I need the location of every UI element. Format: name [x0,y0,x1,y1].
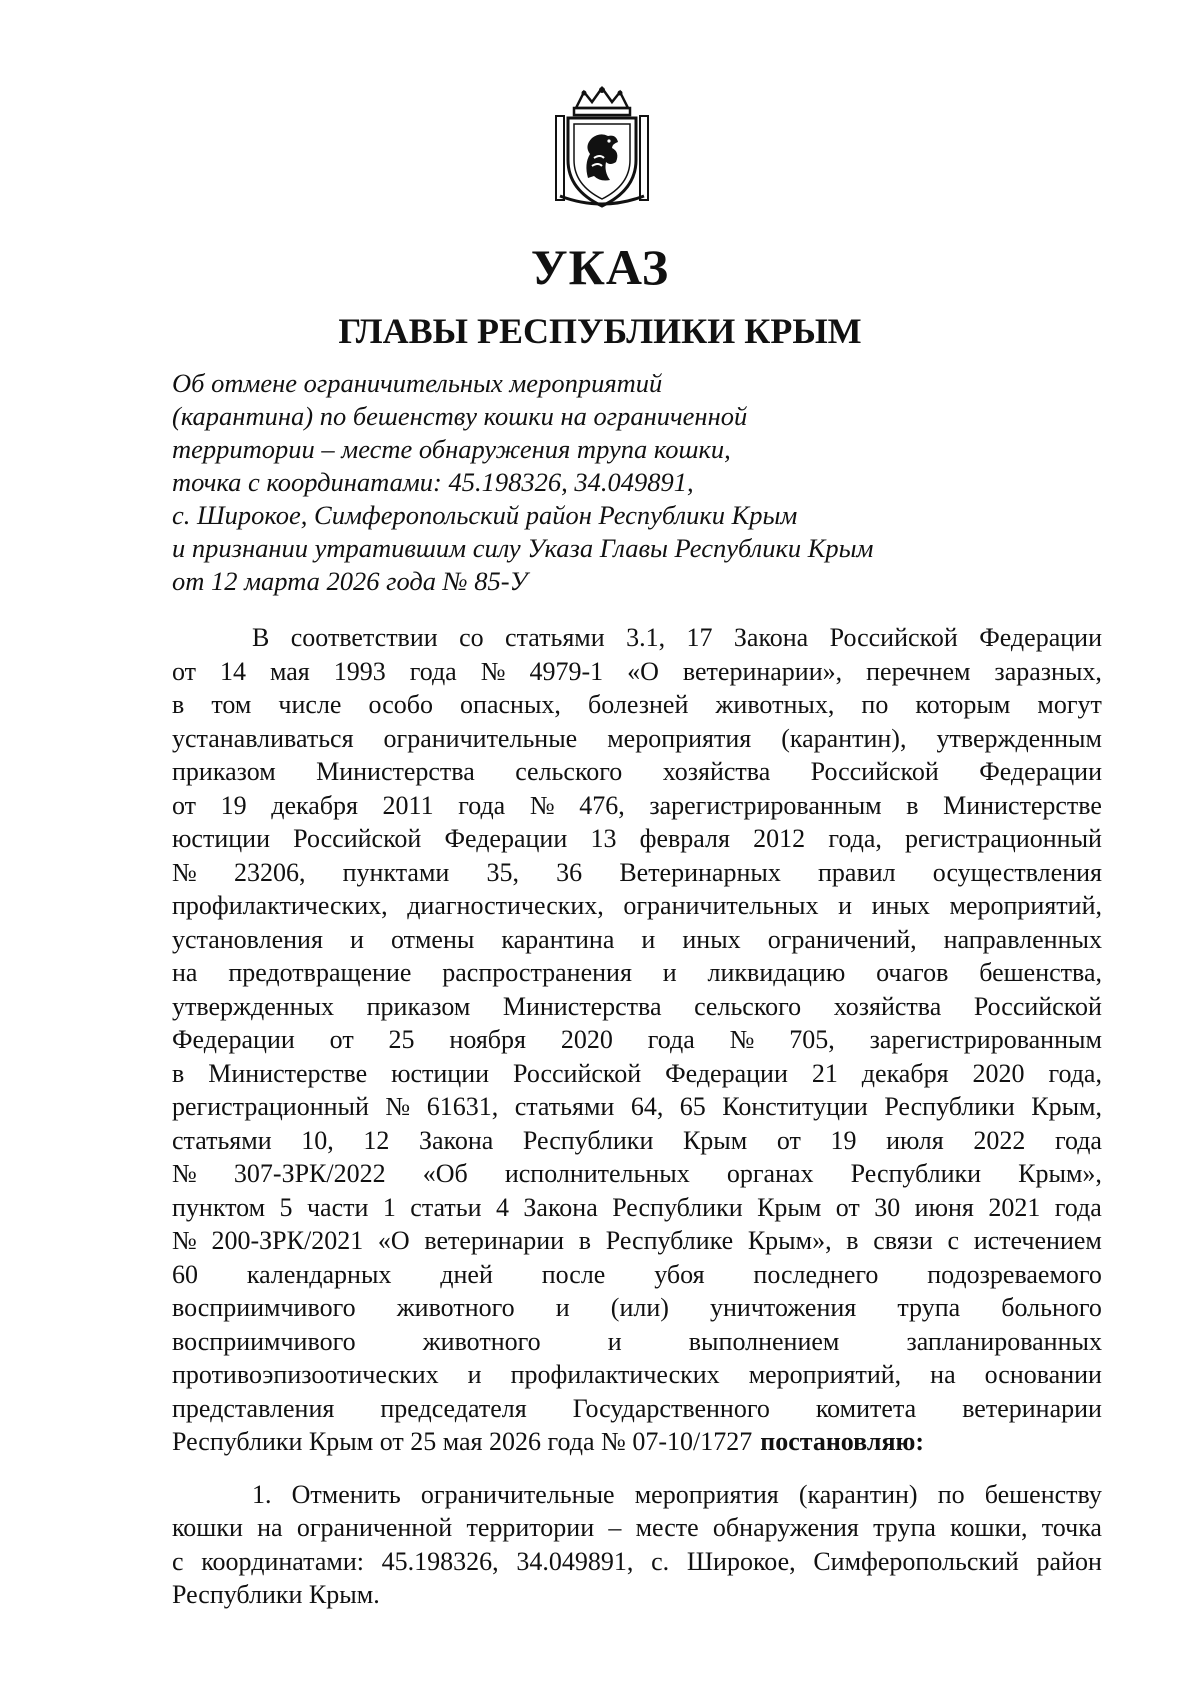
word: «О [377,1226,410,1255]
word: июля [886,1125,944,1155]
word: мероприятия [607,723,752,753]
word: в [846,1226,859,1255]
word: 1 [382,1192,396,1222]
word: 2021 [988,1192,1041,1222]
word: восприимчивого [172,1326,356,1356]
word: мероприятия [634,1479,779,1509]
document-heading [172,367,972,598]
word: пунктами [342,857,450,887]
text-line [172,1224,1102,1258]
word: на [172,958,198,987]
text-line [172,1258,1102,1292]
word: 5 [279,1192,293,1222]
word: бешенству [984,1479,1102,1509]
word: Федерации [444,824,568,853]
word: предотвращение [228,958,412,987]
word: № [529,790,555,820]
word: 10, [301,1125,334,1155]
word: животных, [715,690,835,719]
heading-line: точка с координатами: 45.198326, 34.049891, [172,467,694,497]
word: ноября [449,1025,526,1054]
word: установления [172,924,323,954]
preamble-last-line [172,1425,1102,1459]
word: хозяйства [833,991,942,1021]
word: 21 [811,1058,838,1088]
word: года, [828,824,882,853]
word: Российской [810,757,939,786]
word: обнаружения [712,1513,859,1542]
word: соответствии [290,623,438,652]
text-line [172,1157,1102,1191]
word: могут [1037,690,1102,719]
word: декабря [861,1058,949,1088]
word: от [835,1192,860,1222]
text-line [172,1124,1102,1158]
word: года [409,656,457,686]
coat-of-arms-emblem [554,86,650,210]
word: 25 [388,1025,415,1054]
word: – [608,1513,622,1542]
text-line [172,856,1102,890]
word: 45.198326, [381,1546,499,1576]
word: территории [466,1513,595,1542]
word: 23206, [233,857,306,887]
word: Министерства [316,757,475,786]
word: Российской [293,824,422,853]
text-line [172,1291,1102,1325]
text-line [172,956,1102,990]
word: Закона [523,1192,598,1222]
word: точка [1041,1513,1102,1542]
word: 35, [486,857,519,887]
word: ветеринарии [962,1393,1102,1423]
word: со [459,623,484,652]
word: пунктом [172,1192,266,1222]
word: Отменить [291,1479,401,1509]
word: Ветеринарных [619,857,781,887]
text-line [172,621,1102,655]
word: года [1054,1125,1102,1155]
word: Симферопольский [813,1546,1019,1576]
word: основании [984,1360,1102,1389]
word: ликвидацию [707,958,846,987]
word: и [555,1293,570,1322]
word: Федерации [665,1058,788,1088]
word: Крым [757,1192,822,1222]
word: Министерстве [208,1058,368,1088]
word: 13 [590,824,617,853]
word: утвержденных [172,991,335,1021]
word: 2011 [382,790,434,820]
word: от [776,1125,801,1155]
word: статьями [514,1092,615,1121]
heading-line: (карантина) по бешенству кошки на ограниченной [172,401,748,431]
heading-line: от 12 марта 2026 года № 85-У [172,566,528,596]
word: восприимчивого [172,1293,356,1322]
word: приказом [172,757,276,786]
text-line [172,990,1102,1024]
word: Республике [605,1226,734,1255]
word: Крым, [1031,1092,1102,1121]
word: 4979-1 [529,656,604,686]
word: животного [422,1326,541,1356]
word: года, [1048,1058,1102,1088]
document-subtitle: ГЛАВЫ РЕСПУБЛИКИ КРЫМ [338,311,862,351]
word: № [172,1159,197,1188]
word: особо [368,690,433,719]
word: регистрационный [905,824,1102,853]
word: 1. [252,1479,272,1509]
word: в [172,690,185,719]
word: 65 [679,1092,706,1121]
word: и [662,958,677,987]
word: от [172,656,197,686]
word: профилактических [510,1360,720,1389]
word: 476, [579,790,625,820]
word: больного [1001,1293,1102,1322]
word: Федерации [172,1025,295,1054]
word: ветеринарии», [682,656,843,686]
word: после [541,1259,606,1289]
word: 2020 [972,1058,1025,1088]
word: в [172,1058,185,1088]
word: Министерства [502,991,662,1021]
word: июня [914,1192,974,1222]
word: февраля [639,824,730,853]
word: осуществления [932,857,1102,887]
text-line [172,789,1102,823]
word: выполнением [688,1326,840,1356]
word: 12 [363,1125,390,1155]
word: Крым [682,1125,748,1155]
word: дней [440,1259,493,1289]
word: зарегистрированным [869,1025,1102,1054]
word: кошки [172,1513,243,1542]
word: юстиции [391,1058,490,1088]
word: № [729,1025,755,1054]
word: 14 [220,656,246,686]
word: мероприятий, [949,891,1102,920]
text-line [172,1545,1102,1579]
heading-line: и признании утратившим силу Указа Главы Республики Крым [172,533,874,563]
word: в [578,1226,592,1255]
word: направленных [943,924,1102,954]
word: кошки, [950,1513,1028,1542]
word: мероприятий, [748,1360,902,1389]
item-1-paragraph [172,1478,1102,1579]
word: заразных, [994,656,1102,686]
word: Республики [522,1125,654,1155]
word: болезней [588,690,689,719]
word: 2020 [560,1025,613,1054]
word: 3.1, [626,623,666,652]
heading-line: с. Широкое, Симферопольский район Республики Крым [172,500,798,530]
word: трупа [873,1513,936,1542]
word: запланированных [906,1326,1102,1356]
word: отмены [390,924,475,954]
word: Российской [513,1058,642,1088]
word: координатами: [201,1546,364,1576]
word: с. [651,1546,670,1576]
word: убоя [654,1259,705,1289]
word: года [458,790,506,820]
word: и [838,891,853,920]
word: карантина [501,924,615,954]
word: ветеринарии [424,1226,565,1255]
heading-line: Об отмене ограничительных мероприятий [172,368,663,398]
word: части [306,1192,369,1222]
word: года [647,1025,695,1054]
word: (карантин) [798,1479,918,1509]
word: распространения [442,958,632,987]
text-line [172,889,1102,923]
word: очагов [876,958,949,987]
word: 30 [874,1192,901,1222]
word: 60 [172,1259,198,1289]
word: исполнительных [504,1159,690,1188]
word: 2012 [753,824,806,853]
word: Государственного [572,1393,770,1423]
word: Конституции [722,1092,868,1121]
word: сельского [515,757,623,786]
word: юстиции [172,824,270,853]
word: и [467,1360,482,1389]
word: месте [635,1513,699,1542]
word: 61631, [426,1092,499,1121]
text-line [172,755,1102,789]
word: перечнем [866,656,971,686]
word: хозяйства [662,757,771,786]
word: 1993 [333,656,386,686]
preamble-paragraph [172,621,1102,1425]
word: в [906,790,919,820]
word: связи [873,1226,933,1255]
word: иных [682,924,741,954]
word: 4 [495,1192,509,1222]
word: и [349,924,364,954]
word: (или) [610,1293,669,1322]
word: подозреваемого [927,1259,1102,1289]
word: числе [278,690,342,719]
text-line [172,722,1102,756]
document-body [172,621,1102,1612]
word: 64, [630,1092,664,1121]
word: ограничительные [383,723,578,753]
decree-word: постановляю: [760,1427,925,1456]
word: зарегистрированным [649,790,882,820]
word: 17 [686,623,713,652]
text-line [172,822,1102,856]
word: опасных, [460,690,561,719]
word: с [947,1226,960,1255]
word: статьями [172,1125,272,1155]
word: 307-ЗРК/2022 [233,1159,386,1188]
word: приказом [366,991,471,1021]
word: комитета [815,1393,917,1423]
word: 2022 [973,1125,1026,1155]
word: Республики [850,1159,982,1188]
word: и [607,1326,622,1356]
word: правил [818,857,896,887]
word: Министерстве [943,790,1102,820]
word: года [1054,1192,1102,1222]
word: ограниченной [296,1513,453,1542]
word: ограничений, [767,924,917,954]
text-line [172,1511,1102,1545]
text-line [172,1478,1102,1512]
word: 705, [789,1025,835,1054]
word: животного [396,1293,515,1322]
word: 19 [830,1125,857,1155]
word: 36 [556,857,583,887]
word: В [252,623,270,652]
word: диагностических, [407,891,604,920]
word: бешенства, [979,958,1102,987]
word: ограничительных [623,891,819,920]
item-1-last-line [172,1578,1102,1612]
preamble-last-text: Республики Крым от 25 мая 2026 года № 07-10/1727 [172,1427,753,1456]
text-line [172,688,1102,722]
word: Федерации [979,623,1102,652]
word: устанавливаться [172,723,354,753]
word: и [641,924,656,954]
word: мая [269,656,310,686]
word: Республики [884,1092,1015,1121]
word: истечением [973,1226,1102,1255]
text-line [172,1057,1102,1091]
document-title: УКАЗ [530,239,670,295]
word: «О [627,656,659,686]
item-1-last-text: Республики Крым. [172,1580,380,1609]
word: «Об [422,1159,468,1188]
word: ограничительные [420,1479,615,1509]
word: представления [172,1393,335,1423]
word: от [172,790,197,820]
word: район [1036,1546,1102,1576]
word: 19 [220,790,247,820]
word: на [257,1513,283,1542]
word: Закона [418,1125,494,1155]
word: том [211,690,252,719]
word: Крым», [1018,1159,1102,1188]
heading-line: территории – месте обнаружения трупа кошки, [172,434,731,464]
word: от [329,1025,354,1054]
word: Широкое, [686,1546,796,1576]
word: статьями [505,623,605,652]
word: профилактических, [172,891,388,920]
word: декабря [271,790,358,820]
word: иных [871,891,930,920]
word: председателя [380,1393,527,1423]
word: по [861,690,889,719]
text-line [172,655,1102,689]
text-line [172,1090,1102,1124]
text-line [172,1191,1102,1225]
word: статьи [410,1192,482,1222]
word: Российской [829,623,958,652]
word: утвержденным [936,723,1102,753]
word: 200-ЗРК/2021 [211,1226,364,1255]
word: регистрационный [172,1092,369,1121]
text-line [172,1392,1102,1426]
word: (карантин), [781,723,907,753]
word: органах [726,1159,814,1188]
word: Республики [612,1192,743,1222]
word: 34.049891, [516,1546,634,1576]
word: противоэпизоотических [172,1360,439,1389]
word: Закона [733,623,809,652]
word: сельского [694,991,802,1021]
word: уничтожения [710,1293,857,1322]
text-line [172,1023,1102,1057]
text-line [172,923,1102,957]
word: № [172,1226,197,1255]
word: № [172,857,197,887]
word: на [930,1360,956,1389]
word: Крым», [747,1226,832,1255]
text-line [172,1325,1102,1359]
word: трупа [897,1293,961,1322]
word: которым [915,690,1011,719]
text-line [172,1358,1102,1392]
word: последнего [753,1259,879,1289]
word: календарных [246,1259,392,1289]
word: по [937,1479,965,1509]
word: Российской [973,991,1102,1021]
word: Федерации [979,757,1102,786]
word: с [172,1546,184,1576]
word: № [480,656,506,686]
word: № [385,1092,411,1121]
